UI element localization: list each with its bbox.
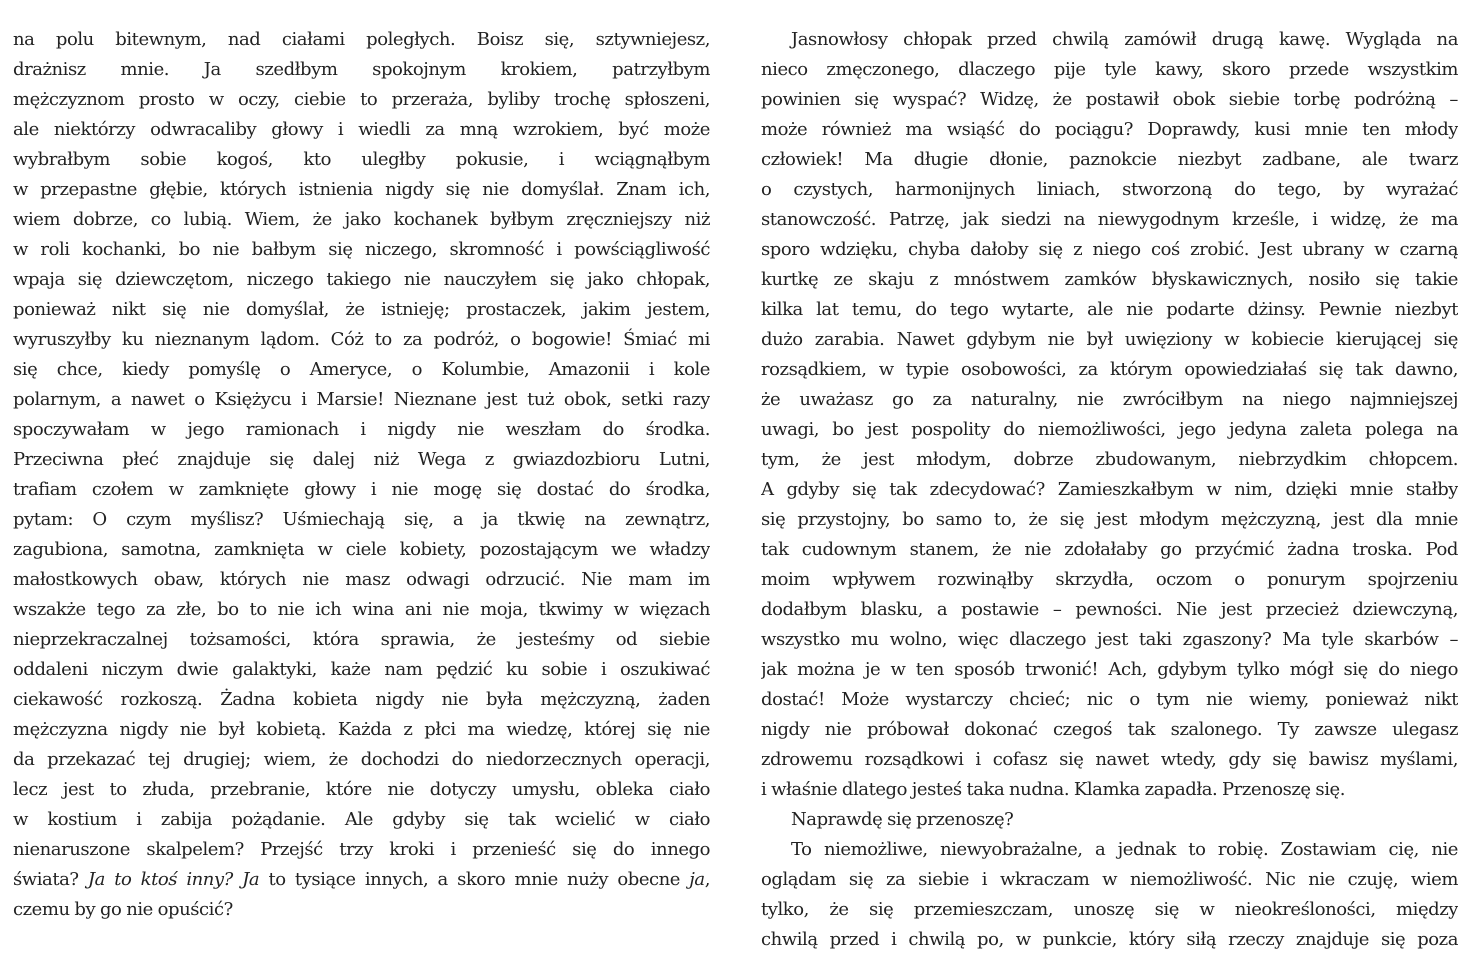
text-line: mężczyznom prosto w oczy, ciebie to przeraża, byliby trochę spłoszeni, (13, 89, 710, 110)
text-line-mixed (13, 865, 710, 895)
text-line: To niemożliwe, niewyobrażalne, a jednak to robię. Zostawiam cię, nie (791, 839, 1458, 860)
text-line: dodałbym blasku, a postawie – pewności. Nie jest przecież dziewczyną, (761, 599, 1458, 620)
italic-run: ja (689, 869, 705, 890)
text-line: nigdy nie próbował dokonać czegoś tak szalonego. Ty zawsze ulegasz (761, 719, 1458, 740)
text-run: to tysiące innych, a skoro mnie nuży obecne (259, 869, 690, 890)
text-line: oglądam się za siebie i wkraczam w niemożliwość. Nic nie czuję, wiem (761, 869, 1458, 890)
text-line: uwagi, bo jest pospolity do niemożliwości, jego jedyna zaleta polega na (761, 419, 1458, 440)
text-line: wpaja się dziewczętom, niczego takiego nie nauczyłem się jako chłopak, (13, 269, 710, 290)
text-line: ponieważ nikt się nie domyślał, że istnieję; prostaczek, jakim jestem, (13, 299, 710, 320)
text-line: zdrowemu rozsądkowi i cofasz się nawet wtedy, gdy się bawisz myślami, (761, 749, 1458, 770)
text-line: lecz jest to złuda, przebranie, które nie dotyczy umysłu, obleka ciało (13, 779, 710, 800)
right-paragraph-3 (761, 835, 1458, 955)
text-line: się przystojny, bo samo to, że się jest młodym mężczyzną, jest dla mnie (761, 509, 1458, 530)
text-line: wybrałbym sobie kogoś, kto uległby pokusie, i wciągnąłbym (13, 149, 710, 170)
right-paragraph-2 (761, 805, 1458, 835)
text-line: oddaleni niczym dwie galaktyki, każe nam pędzić ku sobie i oszukiwać (13, 659, 710, 680)
text-line: ale niektórzy odwracaliby głowy i wiedli za mną wzrokiem, być może (13, 119, 710, 140)
text-line: ciekawość rozkoszą. Żadna kobieta nigdy nie była mężczyzną, żaden (13, 689, 710, 710)
text-line: zagubiona, samotna, zamknięta w ciele kobiety, pozostającym we władzy (13, 539, 710, 560)
text-line: pytam: O czym myślisz? Uśmiechają się, a ja tkwię na zewnątrz, (13, 509, 710, 530)
text-line: A gdyby się tak zdecydować? Zamieszkałbym w nim, dzięki mnie stałby (761, 479, 1458, 500)
text-line: chwilą przed i chwilą po, w punkcie, który siłą rzeczy znajduje się poza (761, 929, 1458, 950)
left-paragraph (13, 25, 710, 925)
text-line: człowiek! Ma długie dłonie, paznokcie niezbyt zadbane, ale twarz (761, 149, 1458, 170)
text-line: trafiam czołem w zamknięte głowy i nie mogę się dostać do środka, (13, 479, 710, 500)
text-line: tym, że jest młodym, dobrze zbudowanym, niebrzydkim chłopcem. (761, 449, 1458, 470)
left-page (13, 25, 710, 925)
text-line: kilka lat temu, do tego wytarte, ale nie podarte dżinsy. Pewnie niezbyt (761, 299, 1458, 320)
text-line: dużo zarabia. Nawet gdybym nie był uwięziony w kobiecie kierującej się (761, 329, 1458, 350)
text-line: i właśnie dlatego jesteś taka nudna. Klamka zapadła. Przenoszę się. (761, 779, 1345, 800)
text-line: wiem dobrze, co lubią. Wiem, że jako kochanek byłbym zręczniejszy niż (13, 209, 710, 230)
text-line: jak można je w ten sposób trwonić! Ach, gdybym tylko mógł się do niego (761, 659, 1458, 680)
text-line: tak cudownym stanem, że nie zdołałaby go przyćmić żadna troska. Pod (761, 539, 1458, 560)
text-line: moim wpływem rozwinąłby skrzydła, oczom o ponurym spojrzeniu (761, 569, 1458, 590)
text-run: świata? (13, 869, 88, 890)
text-line: dostać! Może wystarczy chcieć; nic o tym nie wiemy, ponieważ nikt (761, 689, 1458, 710)
text-line: polarnym, a nawet o Księżycu i Marsie! Nieznane jest tuż obok, setki razy (13, 389, 710, 410)
text-line: w roli kochanki, bo nie bałbym się niczego, skromność i powściągliwość (13, 239, 710, 260)
text-run: , (704, 869, 710, 890)
text-line: da przekazać tej drugiej; wiem, że dochodzi do niedorzecznych operacji, (13, 749, 710, 770)
text-line: powinien się wyspać? Widzę, że postawił obok siebie torbę podróżną – (761, 89, 1458, 110)
right-page (761, 25, 1458, 955)
text-line: że uważasz go za naturalny, nie zwróciłbym na niego najmniejszej (761, 389, 1458, 410)
text-line: w przepastne głębie, których istnienia nigdy się nie domyślał. Znam ich, (13, 179, 710, 200)
text-line: się chce, kiedy pomyślę o Ameryce, o Kolumbie, Amazonii i kole (13, 359, 710, 380)
text-line: drażnisz mnie. Ja szedłbym spokojnym krokiem, patrzyłbym (13, 59, 710, 80)
text-line: w kostium i zabija pożądanie. Ale gdyby się tak wcielić w ciało (13, 809, 710, 830)
text-line: Przeciwna płeć znajduje się dalej niż Wega z gwiazdozbioru Lutni, (13, 449, 710, 470)
text-line: mężczyzna nigdy nie był kobietą. Każda z płci ma wiedzę, której się nie (13, 719, 710, 740)
text-line: nieco zmęczonego, dlaczego pije tyle kawy, skoro przede wszystkim (761, 59, 1458, 80)
text-line: kurtkę ze skaju z mnóstwem zamków błyskawicznych, nosiło się takie (761, 269, 1458, 290)
text-line: wszakże tego za złe, bo to nie ich wina ani nie moja, tkwimy w więzach (13, 599, 710, 620)
right-paragraph-1 (761, 25, 1458, 805)
text-line: spoczywałam w jego ramionach i nigdy nie weszłam do środka. (13, 419, 710, 440)
text-line: na polu bitewnym, nad ciałami poległych. Boisz się, sztywniejesz, (13, 29, 710, 50)
text-line: tylko, że się przemieszczam, unoszę się w nieokreśloności, między (761, 899, 1458, 920)
text-line: nieprzekraczalnej tożsamości, która sprawia, że jesteśmy od siebie (13, 629, 710, 650)
text-line: może również ma wsiąść do pociągu? Doprawdy, kusi mnie ten młody (761, 119, 1458, 140)
text-line: nienaruszone skalpelem? Przejść trzy kroki i przenieść się do innego (13, 839, 710, 860)
text-line: Naprawdę się przenoszę? (791, 809, 1014, 830)
text-line: wyruszyłby ku nieznanym lądom. Cóż to za podróż, o bogowie! Śmiać mi (13, 329, 710, 350)
text-line: Jasnowłosy chłopak przed chwilą zamówił drugą kawę. Wygląda na (791, 29, 1458, 50)
text-line: stanowczość. Patrzę, jak siedzi na niewygodnym krześle, i widzę, że ma (761, 209, 1458, 230)
text-line: sporo wdzięku, chyba dałoby się z niego coś zrobić. Jest ubrany w czarną (761, 239, 1458, 260)
text-line: o czystych, harmonijnych liniach, stworzoną do tego, by wyrażać (761, 179, 1458, 200)
italic-run: Ja to ktoś inny? Ja (87, 869, 260, 890)
text-line: wszystko mu wolno, więc dlaczego jest taki zgaszony? Ma tyle skarbów – (761, 629, 1458, 650)
text-line: czemu by go nie opuścić? (13, 899, 233, 920)
text-line: rozsądkiem, w typie osobowości, za którym opowiedziałaś się tak dawno, (761, 359, 1458, 380)
text-line: małostkowych obaw, których nie masz odwagi odrzucić. Nie mam im (13, 569, 710, 590)
